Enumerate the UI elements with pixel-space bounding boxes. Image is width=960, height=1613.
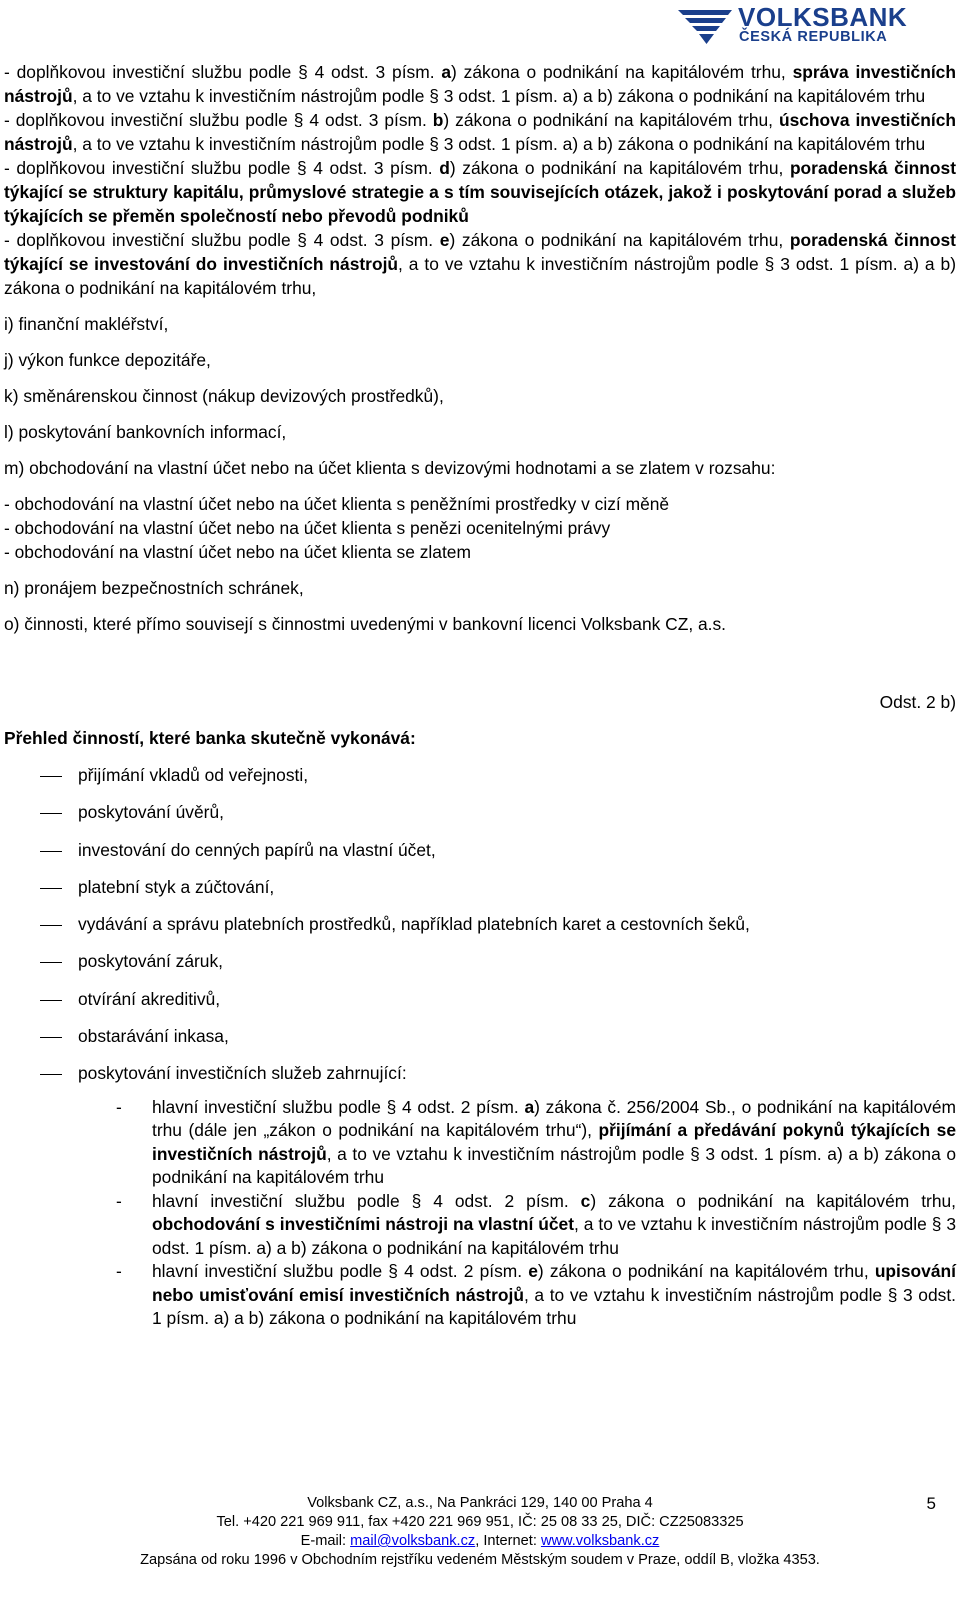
dash-bullet-icon [4, 987, 78, 1011]
footer-contacts: Tel. +420 221 969 911, fax +420 221 969 951, IČ: 25 08 33 25, DIČ: CZ25083325 [216, 1514, 744, 1530]
dash-bullet-icon [4, 1024, 78, 1048]
service-item: - doplňkovou investiční službu podle § 4 odst. 3 písm. d) zákona o podnikání na kapitálovém trhu, poradenská činnost týkající se struktury kapitálu, průmyslové strategie a s tím souvisejících otázek, jakož i poskytování porad a služeb týkajících se přeměn společností nebo převodů podniků [4, 158, 956, 226]
item-i: i) finanční makléřství, [4, 314, 169, 334]
overview-item: vydávání a správu platebních prostředků, například platebních karet a cestovních šeků, [4, 912, 956, 936]
item-l: l) poskytování bankovních informací, [4, 422, 287, 442]
volksbank-logo-icon [676, 4, 734, 44]
footer-registration: Zapsána od roku 1996 v Obchodním rejstříku vedeném Městským soudem v Praze, oddíl B, vložka 4353. [140, 1552, 820, 1568]
dash-bullet-icon [4, 763, 78, 787]
item-m: m) obchodování na vlastní účet nebo na účet klienta s devizovými hodnotami a se zlatem v rozsahu: [4, 458, 776, 478]
service-item: - doplňkovou investiční službu podle § 4 odst. 3 písm. a) zákona o podnikání na kapitálovém trhu, správa investičních nástrojů, a to ve vztahu k investičním nástrojům podle § 3 odst. 1 písm. a) a b) zákona o podnikání na kapitálovém trhu [4, 62, 956, 106]
dash-bullet-icon [4, 838, 78, 862]
investment-services-sublist [116, 1096, 956, 1331]
document-body [4, 60, 956, 1331]
dash-bullet-icon [4, 1061, 78, 1085]
dash-bullet-icon [4, 875, 78, 899]
email-link[interactable]: mail@volksbank.cz [350, 1533, 476, 1549]
investment-service-item: - hlavní investiční službu podle § 4 odst. 2 písm. e) zákona o podnikání na kapitálovém trhu, upisování nebo umisťování emisí investičních nástrojů, a to ve vztahu k investičním nástrojům podle § 3 odst. 1 písm. a) a b) zákona o podnikání na kapitálovém trhu [116, 1261, 957, 1329]
footer-address: Volksbank CZ, a.s., Na Pankráci 129, 140 00 Praha 4 [307, 1495, 653, 1511]
logo-brand: VOLKSBANK [738, 2, 908, 32]
overview-item: poskytování úvěrů, [4, 800, 956, 824]
item-m-sub: - obchodování na vlastní účet nebo na účet klienta se zlatem [4, 542, 471, 562]
item-o: o) činnosti, které přímo souvisejí s činnostmi uvedenými v bankovní licenci Volksbank CZ, a.s. [4, 614, 727, 634]
overview-item: obstarávání inkasa, [4, 1024, 956, 1048]
item-n: n) pronájem bezpečnostních schránek, [4, 578, 304, 598]
overview-item: poskytování záruk, [4, 949, 956, 973]
item-k: k) směnárenskou činnost (nákup devizových prostředků), [4, 386, 444, 406]
overview-item: poskytování investičních služeb zahrnující: [4, 1061, 956, 1085]
section-reference: Odst. 2 b) [879, 692, 956, 712]
item-m-sublist [4, 492, 956, 564]
dash-bullet-icon [4, 912, 78, 936]
service-item: - doplňkovou investiční službu podle § 4 odst. 3 písm. b) zákona o podnikání na kapitálovém trhu, úschova investičních nástrojů, a to ve vztahu k investičním nástrojům podle § 3 odst. 1 písm. a) a b) zákona o podnikání na kapitálovém trhu [4, 110, 956, 154]
overview-title: Přehled činností, které banka skutečně vykonává: [4, 728, 416, 748]
item-m-sub: - obchodování na vlastní účet nebo na účet klienta s penězi ocenitelnými právy [4, 518, 611, 538]
overview-item: přijímání vkladů od veřejnosti, [4, 763, 956, 787]
investment-service-item: - hlavní investiční službu podle § 4 odst. 2 písm. a) zákona č. 256/2004 Sb., o podnikání na kapitálovém trhu (dále jen „zákon o podnikání na kapitálovém trhu“), přijímání a předávání pokynů týkajících se investičních nástrojů, a to ve vztahu k investičním nástrojům podle § 3 odst. 1 písm. a) a b) zákona o podnikání na kapitálovém trhu [116, 1096, 956, 1188]
footer-links: E-mail: mail@volksbank.cz, Internet: www.volksbank.cz [300, 1533, 660, 1549]
website-link[interactable]: www.volksbank.cz [540, 1533, 660, 1549]
page-number: 5 [926, 1494, 936, 1513]
overview-list [4, 763, 956, 1085]
overview-item: platební styk a zúčtování, [4, 875, 956, 899]
investment-service-item: - hlavní investiční službu podle § 4 odst. 2 písm. c) zákona o podnikání na kapitálovém trhu, obchodování s investičními nástroji na vlastní účet, a to ve vztahu k investičním nástrojům podle § 3 odst. 1 písm. a) a b) zákona o podnikání na kapitálovém trhu [116, 1190, 956, 1258]
overview-item: investování do cenných papírů na vlastní účet, [4, 838, 956, 862]
logo-subtitle: ČESKÁ REPUBLIKA [739, 29, 888, 45]
page-footer [0, 1494, 960, 1570]
item-j: j) výkon funkce depozitáře, [4, 350, 211, 370]
dash-bullet-icon [4, 949, 78, 973]
service-item: - doplňkovou investiční službu podle § 4 odst. 3 písm. e) zákona o podnikání na kapitálovém trhu, poradenská činnost týkající se investování do investičních nástrojů, a to ve vztahu k investičním nástrojům podle § 3 odst. 1 písm. a) a b) zákona o podnikání na kapitálovém trhu, [4, 230, 956, 298]
volksbank-logo [676, 2, 946, 46]
additional-services-list [4, 60, 956, 300]
overview-item: otvírání akreditivů, [4, 987, 956, 1011]
item-m-sub: - obchodování na vlastní účet nebo na účet klienta s peněžními prostředky v cizí měně [4, 494, 670, 514]
dash-bullet-icon [4, 800, 78, 824]
